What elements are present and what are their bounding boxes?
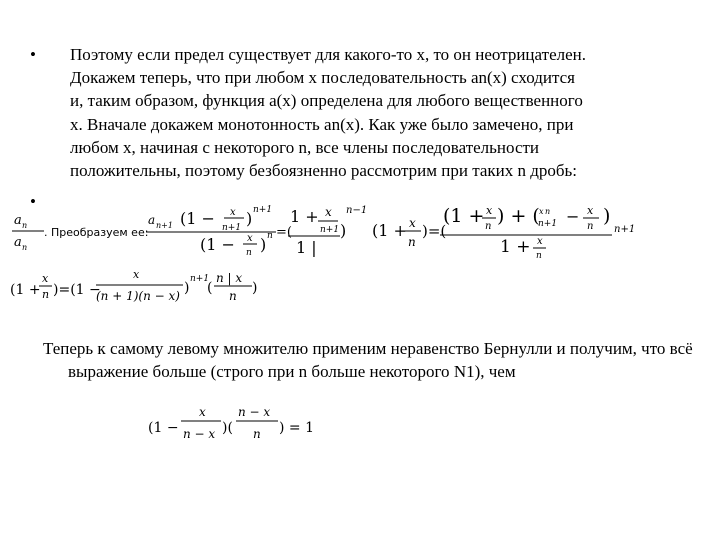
small-n: n [545, 207, 551, 216]
big-exp: n+1 [614, 224, 636, 235]
den-exp: n [267, 231, 273, 241]
f2-exp: n+1 [190, 274, 210, 284]
f2-x: x [42, 272, 49, 285]
f2-close: ) [184, 280, 190, 296]
big-den-x: x [537, 236, 543, 247]
equals-paren-b: )=( [422, 222, 447, 240]
text-line: x. Вначале докажем монотонность an(x). Как уже было замечено, при [70, 114, 574, 134]
bullet-dot: • [30, 192, 36, 211]
x-b: x [409, 216, 416, 230]
small-x: x [539, 207, 544, 216]
n-b: n [408, 235, 416, 249]
one-bar: 1 | [296, 238, 317, 257]
small-n2: n [587, 221, 594, 232]
text-line: получим, что всё выражение больше (строго при n больше некоторого [68, 339, 693, 382]
f2-eq-paren: )=(1 − [53, 282, 101, 298]
big-one-plus: (1 + [443, 205, 485, 227]
num-one-minus: (1 − [180, 209, 215, 228]
lhs-numerator-sub: n [22, 221, 28, 230]
den-n: n [246, 248, 252, 258]
lhs-denominator: a [14, 235, 22, 250]
num-exp: n+1 [253, 205, 273, 215]
f3-den2: n [253, 427, 261, 441]
small-n-plus-1: n+1 [538, 219, 558, 229]
f2-frac-num: n | x [216, 271, 243, 285]
text-line: Теперь к самому левому множителю применим неравенство Бернулли и [43, 339, 566, 358]
big-n: n [485, 221, 492, 232]
text-line: Поэтому если предел существует для какого-то x, то он неотрицателен. [70, 45, 586, 64]
equals-paren: =( [276, 225, 292, 240]
text-line: положительны, поэтому безбоязненно рассмотрим при таких n дробь: [70, 161, 578, 181]
f3-x: x [199, 405, 206, 419]
num-a: a [148, 213, 156, 227]
big-plus: ) + ( [497, 205, 540, 227]
small-x2: x [587, 204, 594, 217]
f2-frac-den: n [229, 289, 237, 303]
f2-x2: x [133, 268, 140, 281]
num-close: ) [246, 209, 253, 228]
f3-num2: n − x [238, 405, 271, 419]
transform-label: . Преобразуем ее: [44, 226, 149, 239]
open-one-plus: (1 + [10, 282, 41, 298]
big-close: ) [603, 205, 611, 227]
f3-open: (1 − [148, 420, 179, 436]
den-close: ) [260, 235, 267, 254]
f2-den: (n + 1)(n − x) [96, 289, 180, 303]
f2-n: n [42, 288, 50, 301]
close-paren: ) [340, 221, 347, 240]
f2-paren-open: ( [207, 280, 213, 296]
lhs-denominator-sub: n [22, 243, 28, 252]
big-den-one-plus: 1 + [500, 237, 531, 257]
text-line: N1), чем [453, 362, 516, 382]
text-line: Докажем теперь, что при любом x последовательность an(x) сходится [70, 68, 575, 88]
text-line: любом x, начиная с некоторого n, все члены последовательности [70, 137, 540, 157]
small-minus: − [566, 207, 580, 226]
f3-mid: )( [222, 420, 233, 436]
den-one-minus: (1 − [200, 235, 235, 254]
n-plus-1: n+1 [320, 225, 340, 235]
x-top: x [325, 205, 332, 219]
one-plus-b: (1 + [372, 221, 407, 240]
big-x: x [486, 204, 493, 217]
num-a-sub: n+1 [156, 221, 173, 230]
one-plus: 1 + [290, 207, 319, 226]
num-n-plus-1: n+1 [222, 223, 242, 233]
bullet-dot: • [30, 45, 36, 64]
lhs-numerator: a [14, 213, 22, 228]
big-den-n: n [536, 251, 542, 261]
text-line: и, таким образом, функция a(x) определена для любого вещественного [70, 91, 583, 111]
num-x: x [230, 207, 236, 218]
f3-close: ) = 1 [279, 420, 314, 436]
den-x: x [247, 233, 253, 244]
f2-paren-close: ) [252, 280, 258, 296]
f3-den1: n − x [183, 427, 216, 441]
exp-neg: n−1 [346, 205, 368, 216]
